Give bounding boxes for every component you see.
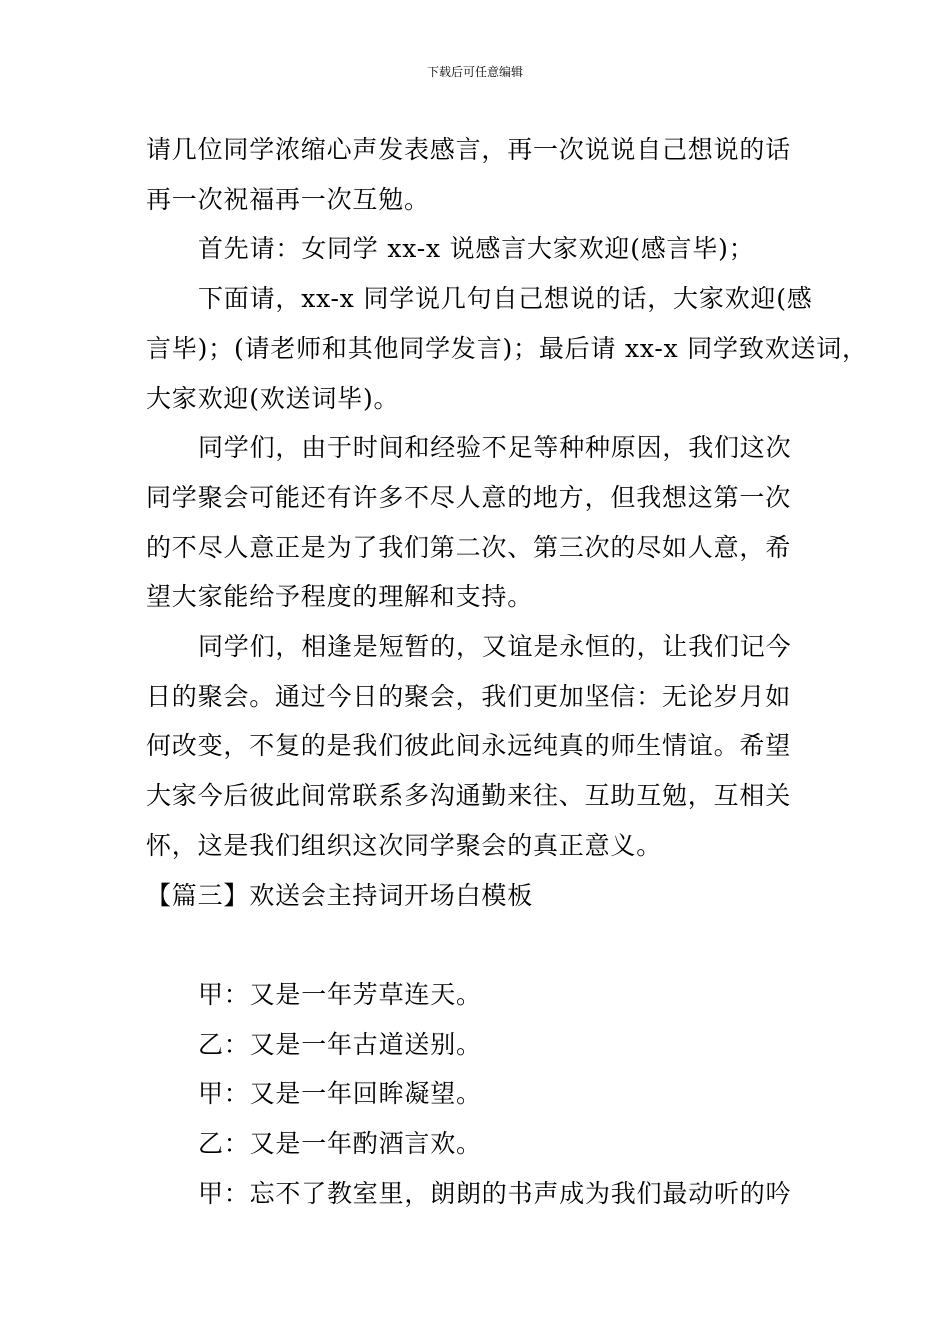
paragraph-line: 大家今后彼此间常联系多沟通勤来往、互助互勉，互相关 (146, 781, 792, 811)
dialogue-line: 乙：又是一年古道送别。 (198, 1029, 482, 1059)
paragraph-line: 下面请，xx-x 同学说几句自己想说的话，大家欢迎(感 (198, 284, 813, 314)
paragraph-line: 言毕)；(请老师和其他同学发言)；最后请 xx-x 同学致欢送词， (146, 333, 868, 363)
paragraph-line: 望大家能给予程度的理解和支持。 (146, 582, 534, 612)
dialogue-line: 甲：忘不了教室里，朗朗的书声成为我们最动听的吟 (198, 1178, 792, 1208)
section-heading: 【篇三】欢送会主持词开场白模板 (146, 880, 534, 910)
paragraph-line: 再一次祝福再一次互勉。 (146, 184, 430, 214)
paragraph-line: 怀，这是我们组织这次同学聚会的真正意义。 (146, 830, 663, 860)
paragraph-line: 何改变，不复的是我们彼此间永远纯真的师生情谊。希望 (146, 731, 792, 761)
paragraph-line: 请几位同学浓缩心声发表感言，再一次说说自己想说的话 (146, 135, 792, 164)
dialogue-line: 甲：又是一年芳草连天。 (198, 979, 482, 1009)
dialogue-line: 甲：又是一年回眸凝望。 (198, 1079, 482, 1109)
paragraph-line: 同学聚会可能还有许多不尽人意的地方，但我想这第一次 (146, 482, 792, 512)
paragraph-line: 的不尽人意正是为了我们第二次、第三次的尽如人意，希 (146, 532, 792, 562)
dialogue-line: 乙：又是一年酌酒言欢。 (198, 1129, 482, 1159)
paragraph-line: 同学们，由于时间和经验不足等种种原因，我们这次 (198, 433, 792, 463)
paragraph-line: 首先请：女同学 xx-x 说感言大家欢迎(感言毕)； (198, 234, 755, 264)
paragraph-line: 同学们，相逢是短暂的，又谊是永恒的，让我们记今 (198, 632, 792, 662)
document-body (146, 125, 868, 1218)
paragraph-line: 日的聚会。通过今日的聚会，我们更加坚信：无论岁月如 (146, 681, 792, 711)
page-header: 下载后可任意编辑 (426, 65, 523, 79)
paragraph-line: 大家欢迎(欢送词毕)。 (146, 383, 400, 413)
